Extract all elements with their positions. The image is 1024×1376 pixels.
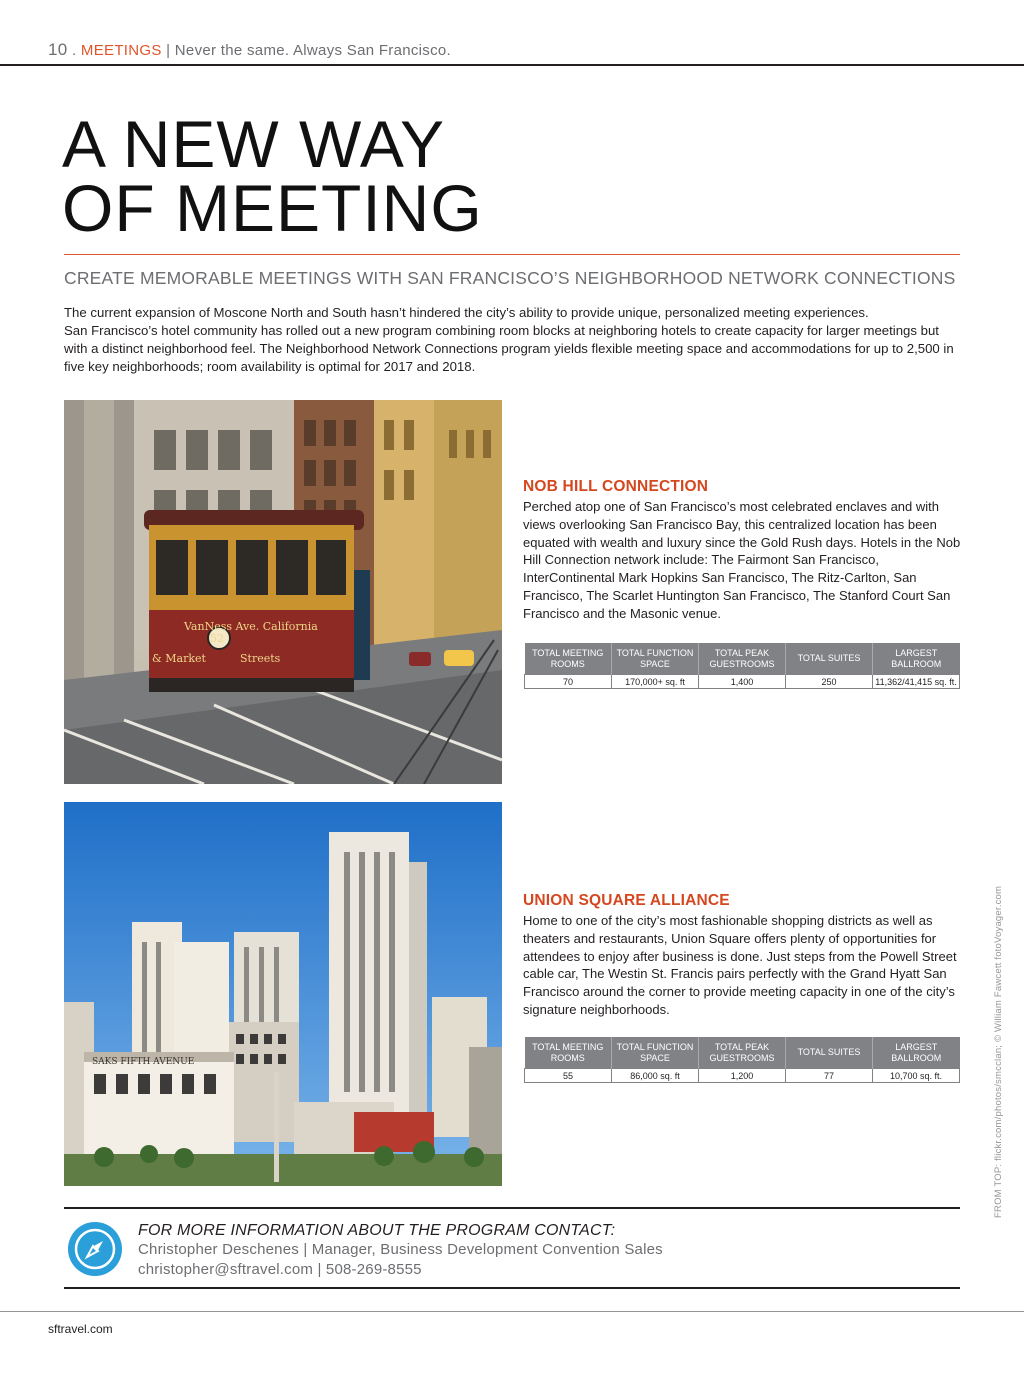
title-rule <box>64 254 960 255</box>
cable-car-photo <box>64 400 502 784</box>
nob-hill-stats-table <box>524 643 960 689</box>
cell-suites: 250 <box>786 675 873 689</box>
header-separator: . <box>67 42 81 59</box>
cable-car-sign-left: & Market <box>152 652 206 665</box>
footer-url[interactable]: sftravel.com <box>48 1322 113 1336</box>
contact-bottom-rule <box>64 1287 960 1289</box>
cell-function-space: 86,000 sq. ft <box>612 1069 699 1083</box>
header-peak-guestrooms: TOTAL PEAK GUESTROOMS <box>699 643 786 675</box>
union-square-stats-table <box>524 1037 960 1083</box>
header-tagline: | Never the same. Always San Francisco. <box>161 42 452 59</box>
union-square-photo <box>64 802 502 1186</box>
intro-paragraph-1: The current expansion of Moscone North and South hasn’t hindered the city’s ability to provide unique, personalized meeting experiences. <box>64 305 869 320</box>
cell-suites: 77 <box>786 1069 873 1083</box>
cell-meeting-rooms: 55 <box>525 1069 612 1083</box>
contact-top-rule <box>64 1207 960 1209</box>
header-peak-guestrooms: TOTAL PEAK GUESTROOMS <box>699 1037 786 1069</box>
cell-function-space: 170,000+ sq. ft <box>612 675 699 689</box>
header-rule <box>0 64 1024 66</box>
contact-name: Christopher Deschenes | Manager, Business Development Convention Sales <box>138 1241 663 1258</box>
contact-heading: FOR MORE INFORMATION ABOUT THE PROGRAM CONTACT: <box>138 1222 616 1239</box>
compass-icon <box>67 1221 123 1277</box>
header-meeting-rooms: TOTAL MEETING ROOMS <box>525 1037 612 1069</box>
intro-paragraph-2: San Francisco’s hotel community has rolled out a new program combining room blocks at neighboring hotels to create capacity for larger meetings but with a distinct neighborhood feel. The Neighborhood Network Connections program yields flexible meeting space and accommodations for up to 2,500 in five key neighborhoods; room availability is optimal for 2017 and 2018. <box>64 323 954 374</box>
contact-info[interactable]: christopher@sftravel.com | 508-269-8555 <box>138 1261 422 1278</box>
subtitle: CREATE MEMORABLE MEETINGS WITH SAN FRANCISCO’S NEIGHBORHOOD NETWORK CONNECTIONS <box>64 268 956 288</box>
nob-hill-section <box>523 478 963 623</box>
intro <box>64 304 960 376</box>
header-suites: TOTAL SUITES <box>786 1037 873 1069</box>
title-line-1: A NEW WAY <box>62 107 446 181</box>
cell-ballroom: 11,362/41,415 sq. ft. <box>873 675 960 689</box>
nob-hill-title: NOB HILL CONNECTION <box>523 478 709 495</box>
store-sign: SAKS FIFTH AVENUE <box>92 1057 195 1067</box>
section-label: MEETINGS <box>80 42 162 59</box>
header-function-space: TOTAL FUNCTION SPACE <box>612 643 699 675</box>
header-suites: TOTAL SUITES <box>786 643 873 675</box>
union-square-title: UNION SQUARE ALLIANCE <box>523 892 730 909</box>
header-ballroom: LARGEST BALLROOM <box>873 1037 960 1069</box>
page-title <box>62 107 483 245</box>
cable-car-sign-right: Streets <box>240 652 281 665</box>
cable-car-sign-line1: VanNess Ave. California <box>184 620 318 633</box>
union-square-body: Home to one of the city’s most fashionable shopping districts as well as theaters and restaurants, Union Square offers plenty of opportunities for attendees to enjoy after business is done. Just steps from the Powell Street cable car, The Westin St. Francis pairs perfectly with the Grand Hyatt San Francisco around the corner to provide meeting capacity in one of the city’s signature neighborhoods. <box>523 913 957 1017</box>
footer-rule <box>0 1311 1024 1312</box>
header-ballroom: LARGEST BALLROOM <box>873 643 960 675</box>
running-head <box>48 40 451 60</box>
photo-credit: FROM TOP: flickr.com/photos/smcclan; © William Fawcett fotoVoyager.com <box>993 885 1004 1218</box>
cell-ballroom: 10,700 sq. ft. <box>873 1069 960 1083</box>
cell-peak-guestrooms: 1,400 <box>699 675 786 689</box>
table-row <box>525 1069 960 1083</box>
page-number: 10 <box>48 40 68 59</box>
title-line-2: OF MEETING <box>62 171 483 245</box>
cell-peak-guestrooms: 1,200 <box>699 1069 786 1083</box>
union-square-section <box>523 892 963 1019</box>
cell-meeting-rooms: 70 <box>525 675 612 689</box>
table-row <box>525 675 960 689</box>
header-function-space: TOTAL FUNCTION SPACE <box>612 1037 699 1069</box>
cable-car-number: 52 <box>210 632 224 645</box>
nob-hill-body: Perched atop one of San Francisco’s most celebrated enclaves and with views overlooking San Francisco Bay, this centralized location has been equated with wealth and luxury since the Gold Rush days. Hotels in the Nob Hill Connection network include: The Fairmont San Francisco, InterContinental Mark Hopkins San Francisco, The Ritz-Carlton, San Francisco, The Scarlet Huntington San Francisco, The Stanford Court San Francisco and the Masonic venue. <box>523 499 961 621</box>
header-meeting-rooms: TOTAL MEETING ROOMS <box>525 643 612 675</box>
